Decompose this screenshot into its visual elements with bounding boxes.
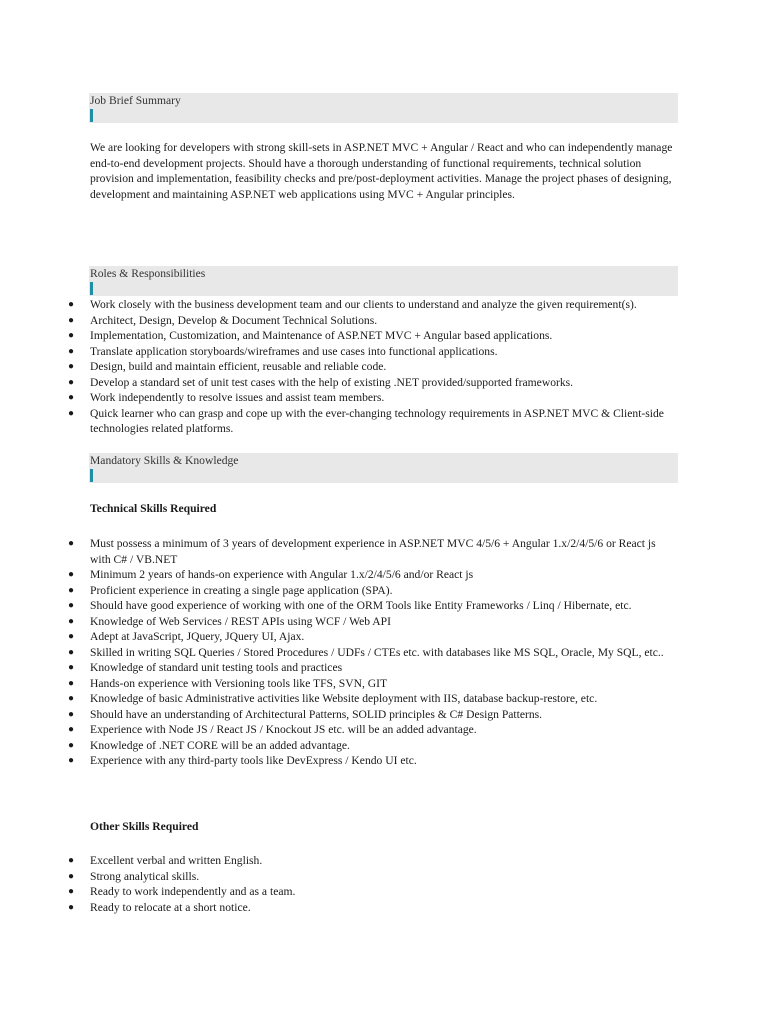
bullet-icon: ● bbox=[68, 755, 75, 766]
list-item bbox=[0, 660, 768, 676]
list-item bbox=[0, 691, 768, 707]
bullet-icon: ● bbox=[68, 901, 75, 913]
section-accent-bar bbox=[90, 109, 93, 122]
list-item-text: Architect, Design, Develop & Document Technical Solutions. bbox=[90, 313, 378, 327]
list-item-text: Ready to relocate at a short notice. bbox=[90, 900, 251, 914]
bullet-icon: ● bbox=[68, 886, 75, 897]
bullet-icon: ● bbox=[68, 584, 75, 596]
roles-title: Roles & Responsibilities bbox=[90, 267, 206, 280]
bullet-icon: ● bbox=[68, 600, 75, 611]
list-item-text: Knowledge of Web Services / REST APIs using WCF / Web API bbox=[90, 614, 391, 628]
list-item bbox=[0, 297, 768, 313]
technical-list bbox=[0, 536, 768, 769]
bullet-icon: ● bbox=[68, 646, 75, 658]
bullet-icon: ● bbox=[68, 615, 75, 627]
list-item bbox=[0, 536, 768, 567]
bullet-icon: ● bbox=[68, 407, 75, 419]
list-item-text: Skilled in writing SQL Queries / Stored Procedures / UDFs / CTEs etc. with databases like MS SQL, Oracle, My SQL, etc.. bbox=[90, 645, 664, 659]
list-item-text: Strong analytical skills. bbox=[90, 869, 200, 883]
list-item bbox=[0, 598, 768, 614]
list-item bbox=[0, 869, 768, 885]
list-item-text: Knowledge of basic Administrative activities like Website deployment with IIS, database backup-restore, etc. bbox=[90, 692, 598, 705]
list-item bbox=[0, 375, 768, 391]
list-item bbox=[0, 900, 768, 916]
list-item bbox=[0, 738, 768, 754]
bullet-icon: ● bbox=[68, 708, 75, 720]
list-item bbox=[0, 722, 768, 738]
list-item-text: Hands-on experience with Versioning tools like TFS, SVN, GIT bbox=[90, 676, 388, 690]
list-item-text: Minimum 2 years of hands-on experience with Angular 1.x/2/4/5/6 and/or React js bbox=[90, 568, 474, 581]
list-item-text: Must possess a minimum of 3 years of development experience in ASP.NET MVC 4/5/6 + Angular 1.x/2/4/5/6 or React js with C# / VB.NET bbox=[90, 537, 656, 566]
list-item bbox=[0, 406, 768, 437]
list-item-text: Experience with Node JS / React JS / Knockout JS etc. will be an added advantage. bbox=[90, 723, 477, 736]
bullet-icon: ● bbox=[68, 345, 75, 357]
list-item-text: Excellent verbal and written English. bbox=[90, 854, 263, 867]
bullet-icon: ● bbox=[68, 376, 75, 388]
roles-header bbox=[89, 266, 678, 296]
list-item bbox=[0, 390, 768, 406]
list-item bbox=[0, 645, 768, 661]
bullet-icon: ● bbox=[68, 870, 75, 882]
list-item bbox=[0, 359, 768, 375]
list-item-text: Adept at JavaScript, JQuery, JQuery UI, Ajax. bbox=[90, 630, 305, 643]
bullet-icon: ● bbox=[68, 855, 75, 866]
bullet-icon: ● bbox=[68, 693, 75, 704]
section-accent-bar bbox=[90, 282, 93, 295]
list-item-text: Work closely with the business development team and our clients to understand and analyze the given requirement(s). bbox=[90, 298, 637, 311]
list-item bbox=[0, 676, 768, 692]
bullet-icon: ● bbox=[68, 299, 75, 310]
bullet-icon: ● bbox=[68, 330, 75, 341]
list-item-text: Should have an understanding of Architectural Patterns, SOLID principles & C# Design Patterns. bbox=[90, 707, 543, 721]
list-item bbox=[0, 884, 768, 900]
list-item bbox=[0, 853, 768, 869]
bullet-icon: ● bbox=[68, 662, 75, 673]
roles-list bbox=[0, 297, 768, 437]
bullet-icon: ● bbox=[68, 314, 75, 326]
list-item bbox=[0, 344, 768, 360]
bullet-icon: ● bbox=[68, 538, 75, 549]
job-brief-title: Job Brief Summary bbox=[90, 94, 181, 107]
bullet-icon: ● bbox=[68, 739, 75, 751]
technical-heading: Technical Skills Required bbox=[90, 502, 217, 515]
list-item bbox=[0, 707, 768, 723]
list-item-text: Design, build and maintain efficient, reusable and reliable code. bbox=[90, 360, 387, 373]
bullet-icon: ● bbox=[68, 361, 75, 372]
list-item bbox=[0, 753, 768, 769]
list-item-text: Implementation, Customization, and Maintenance of ASP.NET MVC + Angular based applications. bbox=[90, 329, 553, 342]
list-item bbox=[0, 614, 768, 630]
list-item-text: Knowledge of standard unit testing tools and practices bbox=[90, 661, 343, 674]
other-list bbox=[0, 853, 768, 915]
list-item-text: Quick learner who can grasp and cope up with the ever-changing technology requirements in ASP.NET MVC & Client-side technologies related platforms. bbox=[90, 406, 664, 435]
bullet-icon: ● bbox=[68, 677, 75, 689]
mandatory-header bbox=[89, 453, 678, 483]
mandatory-title: Mandatory Skills & Knowledge bbox=[90, 454, 239, 467]
list-item-text: Experience with any third-party tools like DevExpress / Kendo UI etc. bbox=[90, 754, 417, 767]
job-brief-text: We are looking for developers with strong skill-sets in ASP.NET MVC + Angular / React and who can independently manage end-to-end development projects. Should have a thorough understanding of functional requirements, technical solution provision and implementation, feasibility checks and pre/post-deployment activities. Manage the project phases of designing, development and maintaining ASP.NET web applications using MVC + Angular principles. bbox=[90, 141, 673, 201]
other-heading: Other Skills Required bbox=[90, 820, 199, 833]
list-item bbox=[0, 313, 768, 329]
list-item bbox=[0, 567, 768, 583]
list-item-text: Ready to work independently and as a team. bbox=[90, 885, 296, 898]
section-accent-bar bbox=[90, 469, 93, 482]
list-item-text: Knowledge of .NET CORE will be an added advantage. bbox=[90, 738, 350, 752]
job-brief-header bbox=[89, 93, 678, 123]
bullet-icon: ● bbox=[68, 392, 75, 403]
bullet-icon: ● bbox=[68, 569, 75, 580]
list-item-text: Develop a standard set of unit test cases with the help of existing .NET provided/supported frameworks. bbox=[90, 375, 574, 389]
list-item bbox=[0, 583, 768, 599]
list-item bbox=[0, 629, 768, 645]
list-item bbox=[0, 328, 768, 344]
bullet-icon: ● bbox=[68, 631, 75, 642]
list-item-text: Should have good experience of working with one of the ORM Tools like Entity Frameworks / Linq / Hibernate, etc. bbox=[90, 599, 632, 612]
list-item-text: Work independently to resolve issues and assist team members. bbox=[90, 391, 385, 404]
bullet-icon: ● bbox=[68, 724, 75, 735]
list-item-text: Translate application storyboards/wireframes and use cases into functional applications. bbox=[90, 344, 498, 358]
list-item-text: Proficient experience in creating a single page application (SPA). bbox=[90, 583, 393, 597]
